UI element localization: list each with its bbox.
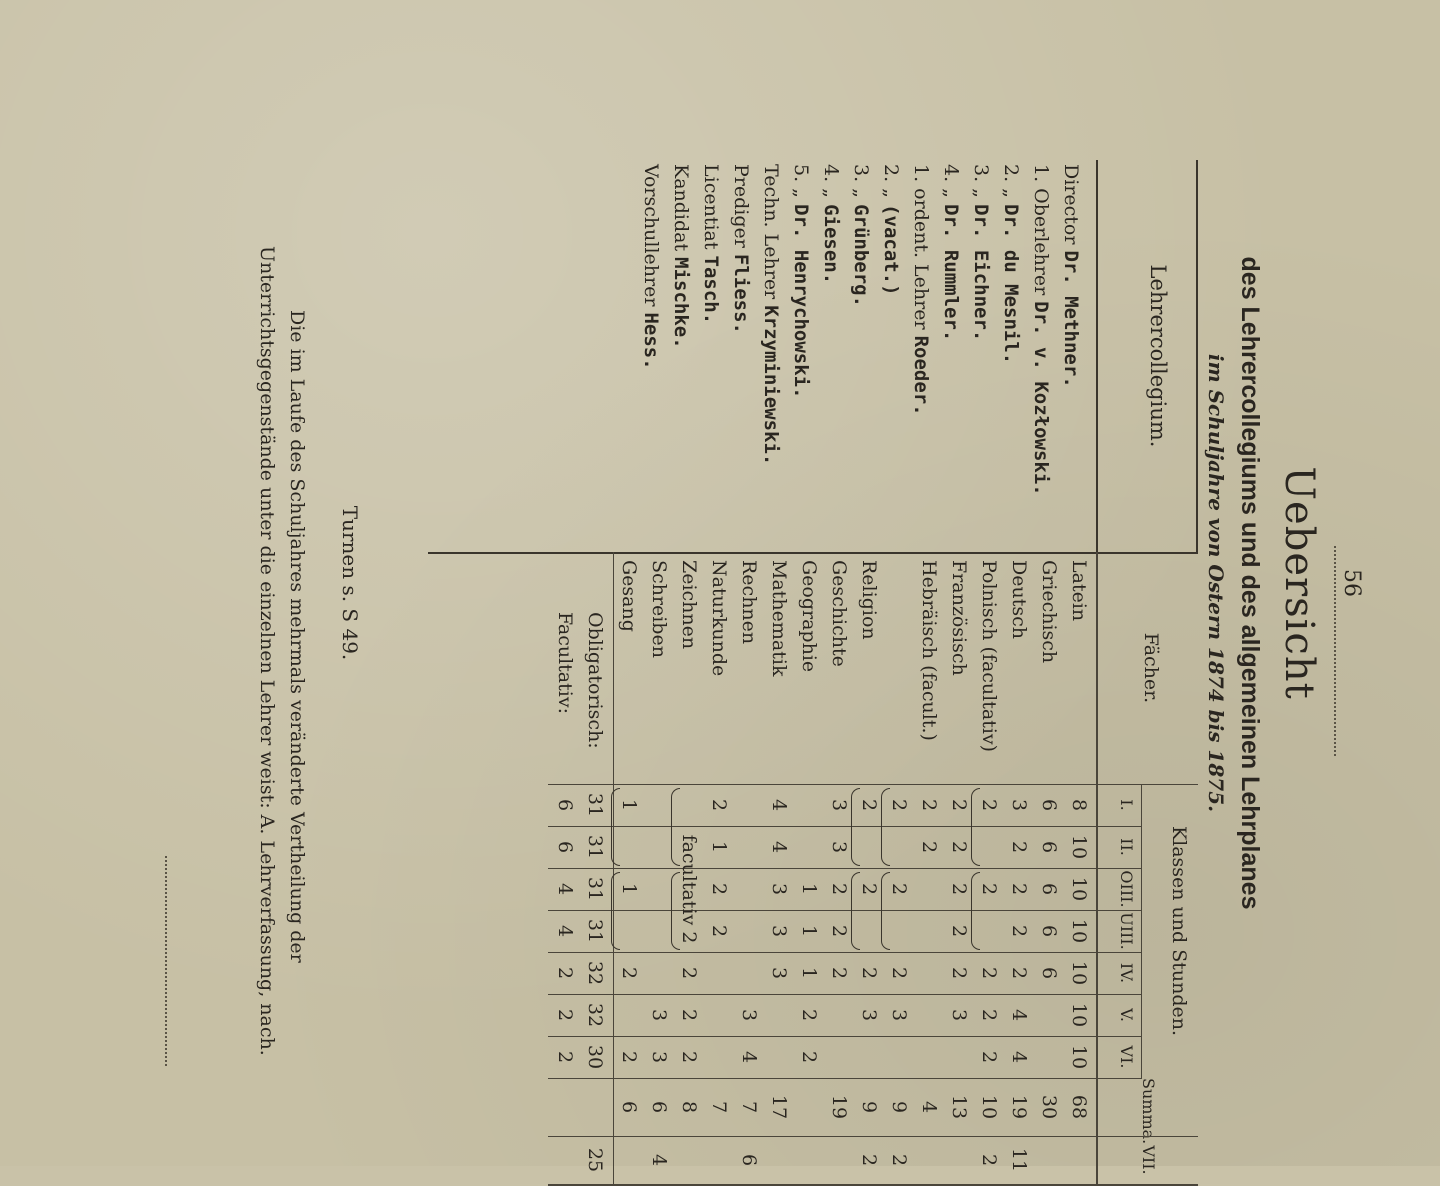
total-vii-cell: 25 — [584, 1147, 606, 1173]
class-label: I. — [1117, 799, 1136, 811]
subject-name: Griechisch — [1038, 560, 1060, 664]
distribution-note: Die im Laufe des Schuljahres mehrmals veränderte Vertheilung der Unterrichtsgegenstände unter die einzelnen Lehrer weist: A. Lehrverfassung, nach. — [256, 246, 308, 1056]
summa-cell: 6 — [648, 1100, 670, 1114]
subject-name: Latein — [1068, 560, 1090, 622]
class-label: UIII. — [1117, 912, 1136, 950]
teacher-title: Vorschullehrer — [640, 164, 662, 313]
teacher-row — [696, 164, 726, 496]
hours-cell: 2 — [708, 924, 730, 938]
vii-cell: 4 — [648, 1153, 670, 1167]
hours-cell: 3 — [828, 840, 850, 854]
hours-cell: 2 — [618, 966, 640, 980]
hours-cell: 2 — [978, 966, 1000, 980]
hours-cell: 2 — [978, 798, 1000, 812]
total-cell: 2 — [554, 1008, 576, 1022]
subject-name: Rechnen — [738, 560, 760, 645]
hours-cell: 2 — [978, 1008, 1000, 1022]
total-cell: 30 — [584, 1044, 606, 1070]
total-label: Facultativ: — [554, 612, 576, 714]
merge-brace — [881, 872, 890, 950]
teacher-row — [846, 164, 876, 496]
summa-cell: 9 — [888, 1100, 910, 1114]
class-label: VI. — [1117, 1045, 1136, 1069]
summa-cell: 7 — [708, 1100, 730, 1114]
hours-cell: 2 — [888, 882, 910, 896]
hours-cell: 2 — [828, 966, 850, 980]
hours-cell: 4 — [1008, 1008, 1030, 1022]
teacher-name: Dr. Methner. — [1060, 250, 1082, 388]
hours-cell: 2 — [678, 1008, 700, 1022]
hours-cell: 1 — [798, 882, 820, 896]
teacher-name: Giesen. — [820, 204, 842, 285]
total-cell: 4 — [554, 924, 576, 938]
class-label: V. — [1117, 1008, 1136, 1022]
hours-cell: 3 — [768, 882, 790, 896]
hours-cell: 2 — [708, 882, 730, 896]
table-top-rule — [1196, 160, 1198, 552]
hours-cell: 2 — [948, 924, 970, 938]
teacher-title: Director — [1060, 164, 1082, 251]
hours-cell: 1 — [798, 924, 820, 938]
subject-name: Geographie — [798, 560, 820, 673]
merge-brace — [671, 872, 680, 950]
teacher-title: Prediger — [730, 164, 752, 254]
teacher-title: Kandidat — [670, 164, 692, 258]
teacher-row — [726, 164, 756, 496]
hours-cell: 2 — [858, 798, 880, 812]
vii-cell: 2 — [888, 1153, 910, 1167]
hours-cell: 3 — [768, 924, 790, 938]
classes-header: Klassen und Stunden. — [1168, 825, 1190, 1037]
teachers-header: Lehrercollegium. — [1146, 264, 1170, 448]
teacher-title: 5. „ — [790, 164, 812, 205]
hours-cell: 4 — [1008, 1050, 1030, 1064]
teacher-name: Dr. v. Kozłowski. — [1030, 301, 1052, 496]
subject-name: Zeichnen — [678, 560, 700, 650]
summa-cell: 8 — [678, 1100, 700, 1114]
teacher-row — [816, 164, 846, 496]
hours-cell: 2 — [918, 840, 940, 854]
total-cell: 2 — [554, 966, 576, 980]
subject-name: Gesang — [618, 560, 640, 632]
teacher-name: Grünberg. — [850, 204, 872, 308]
hours-cell: 1 — [708, 840, 730, 854]
page-subtitle: des Lehrercollegiums und des allgemeinen Lehrplanes — [1236, 256, 1264, 910]
hours-cell: 2 — [1008, 966, 1030, 980]
teacher-row — [996, 164, 1026, 496]
summa-cell: 30 — [1038, 1094, 1060, 1120]
total-label: Obligatorisch: — [584, 612, 606, 749]
teacher-row — [1056, 164, 1086, 496]
grid-rule — [548, 994, 1142, 995]
total-cell: 31 — [584, 792, 606, 818]
total-cell: 31 — [584, 834, 606, 860]
hours-cell: facultativ 2 — [678, 834, 700, 944]
hours-cell: 10 — [1068, 834, 1090, 860]
teacher-title: 2. „ — [1000, 164, 1022, 205]
teacher-name: Dr. Eichner. — [970, 204, 992, 342]
hours-cell: 2 — [798, 1008, 820, 1022]
hours-cell: 10 — [1068, 1002, 1090, 1028]
hours-cell: 6 — [1038, 966, 1060, 980]
hours-cell: 10 — [1068, 876, 1090, 902]
hours-cell: 2 — [678, 1050, 700, 1064]
subject-name: Französisch — [948, 560, 970, 676]
school-year-period: im Schuljahre von Ostern 1874 bis 1875. — [1204, 353, 1228, 813]
hours-cell: 2 — [948, 798, 970, 812]
merge-brace — [851, 788, 860, 866]
summa-cell: 10 — [978, 1094, 1000, 1120]
hours-cell: 4 — [738, 1050, 760, 1064]
teacher-title: 2. „ — [880, 164, 902, 205]
total-cell: 6 — [554, 798, 576, 812]
merge-brace — [671, 788, 680, 866]
total-cell: 6 — [554, 840, 576, 854]
hours-cell: 6 — [1038, 798, 1060, 812]
summa-cell: 17 — [768, 1094, 790, 1120]
teacher-row — [966, 164, 996, 496]
vii-cell: 6 — [738, 1153, 760, 1167]
hours-cell: 3 — [858, 1008, 880, 1022]
subject-name: Naturkunde — [708, 560, 730, 677]
hours-cell: 3 — [768, 966, 790, 980]
teacher-name: Dr. Rummler. — [940, 204, 962, 342]
hours-cell: 4 — [768, 798, 790, 812]
hours-cell: 2 — [708, 798, 730, 812]
summa-cell: 7 — [738, 1100, 760, 1114]
teacher-name: Roeder. — [910, 335, 932, 416]
teacher-row — [786, 164, 816, 496]
hours-cell: 2 — [858, 882, 880, 896]
hours-cell: 2 — [858, 966, 880, 980]
teacher-title: 1. Oberlehrer — [1030, 164, 1052, 302]
teacher-name: (vacat.) — [880, 204, 902, 296]
hours-cell: 3 — [648, 1050, 670, 1064]
hours-cell: 2 — [1008, 924, 1030, 938]
summa-cell: 19 — [828, 1094, 850, 1120]
subject-name: Deutsch — [1008, 560, 1030, 639]
teachers-table — [640, 160, 1198, 552]
teacher-title: Techn. Lehrer — [760, 164, 782, 306]
summa-cell: 4 — [918, 1100, 940, 1114]
hours-cell: 2 — [978, 882, 1000, 896]
hours-cell: 6 — [1038, 882, 1060, 896]
decorative-rule-bottom — [165, 856, 167, 1066]
teacher-name: Hess. — [640, 312, 662, 370]
vii-cell: 2 — [858, 1153, 880, 1167]
total-cell: 4 — [554, 882, 576, 896]
class-label: II. — [1117, 838, 1136, 856]
teacher-row — [636, 164, 666, 496]
vii-cell: 2 — [978, 1153, 1000, 1167]
class-label: IV. — [1117, 962, 1136, 984]
merge-brace — [611, 872, 620, 950]
teacher-name: Mischke. — [670, 257, 692, 349]
hours-cell: 2 — [888, 966, 910, 980]
hours-cell: 10 — [1068, 960, 1090, 986]
summa-cell: 13 — [948, 1094, 970, 1120]
vii-cell: 11 — [1008, 1147, 1030, 1173]
teacher-row — [936, 164, 966, 496]
page-title: Uebersicht — [1276, 466, 1322, 700]
teacher-title: 4. „ — [940, 164, 962, 205]
hours-cell: 3 — [888, 1008, 910, 1022]
hours-cell: 2 — [678, 966, 700, 980]
total-cell: 31 — [584, 876, 606, 902]
total-cell: 32 — [584, 960, 606, 986]
summa-cell: 19 — [1008, 1094, 1030, 1120]
teachers-header-rule — [1096, 160, 1098, 552]
decorative-rule — [1334, 546, 1336, 756]
total-cell: 31 — [584, 918, 606, 944]
hours-cell: 2 — [828, 924, 850, 938]
hours-cell: 6 — [1038, 924, 1060, 938]
class-label: OIII. — [1117, 870, 1136, 908]
hours-cell: 2 — [948, 966, 970, 980]
hours-cell: 2 — [618, 1050, 640, 1064]
teacher-title: 4. „ — [820, 164, 842, 205]
merge-brace — [971, 788, 980, 866]
summa-label: Summa. — [1139, 1078, 1158, 1145]
page-number: 56 — [1339, 569, 1364, 597]
hours-cell: 2 — [948, 840, 970, 854]
hours-cell: 2 — [828, 882, 850, 896]
hours-cell: 2 — [978, 1050, 1000, 1064]
hours-cell: 3 — [828, 798, 850, 812]
summa-cell: 9 — [858, 1100, 880, 1114]
hours-cell: 3 — [1008, 798, 1030, 812]
teacher-row — [756, 164, 786, 496]
subject-name: Religion — [858, 560, 880, 640]
subjects-table — [428, 552, 1198, 1175]
teacher-name: Tasch. — [700, 255, 722, 325]
hours-cell: 6 — [1038, 840, 1060, 854]
grid-rule — [1141, 784, 1142, 1078]
subject-name: Hebräisch (facult.) — [918, 560, 940, 741]
teacher-title: 1. ordent. Lehrer — [910, 164, 932, 336]
hours-cell: 1 — [798, 966, 820, 980]
hours-cell: 10 — [1068, 1044, 1090, 1070]
summa-cell: 68 — [1068, 1094, 1090, 1120]
subject-name: Polnisch (facultativ) — [978, 560, 1000, 753]
hours-cell: 10 — [1068, 918, 1090, 944]
teacher-name: Fliess. — [730, 253, 752, 334]
teacher-row — [666, 164, 696, 496]
hours-cell: 8 — [1068, 798, 1090, 812]
hours-cell: 1 — [618, 882, 640, 896]
hours-cell: 3 — [948, 1008, 970, 1022]
total-cell: 32 — [584, 1002, 606, 1028]
merge-brace — [881, 788, 890, 866]
turnen-note: Turnen s. S 49. — [338, 505, 362, 661]
merge-brace — [971, 872, 980, 950]
teacher-title: 3. „ — [850, 164, 872, 205]
teacher-name: Dr. Henrychowski. — [790, 204, 812, 399]
hours-cell: 3 — [738, 1008, 760, 1022]
hours-cell: 2 — [888, 798, 910, 812]
teacher-name: Krzyminiewski. — [760, 305, 782, 466]
subjects-header: Fächer. — [1140, 632, 1162, 704]
total-cell: 2 — [554, 1050, 576, 1064]
hours-cell: 2 — [948, 882, 970, 896]
merge-brace — [851, 872, 860, 950]
summa-cell: 6 — [618, 1100, 640, 1114]
subject-name: Schreiben — [648, 560, 670, 658]
subject-name: Geschichte — [828, 560, 850, 667]
teacher-title: Licentiat — [700, 164, 722, 256]
teacher-title: 3. „ — [970, 164, 992, 205]
hours-cell: 2 — [798, 1050, 820, 1064]
hours-cell: 3 — [648, 1008, 670, 1022]
teacher-name: Dr. du Mesnil. — [1000, 204, 1022, 365]
hours-cell: 4 — [768, 840, 790, 854]
hours-cell: 2 — [1008, 840, 1030, 854]
subject-name: Mathematik — [768, 560, 790, 677]
teacher-row — [906, 164, 936, 496]
teacher-row — [1026, 164, 1056, 496]
hours-cell: 1 — [618, 798, 640, 812]
teacher-row — [876, 164, 906, 496]
hours-cell: 2 — [1008, 882, 1030, 896]
vii-label: VII. — [1139, 1145, 1158, 1175]
merge-brace — [611, 788, 620, 866]
hours-cell: 2 — [918, 798, 940, 812]
teacher-list — [636, 164, 1086, 496]
